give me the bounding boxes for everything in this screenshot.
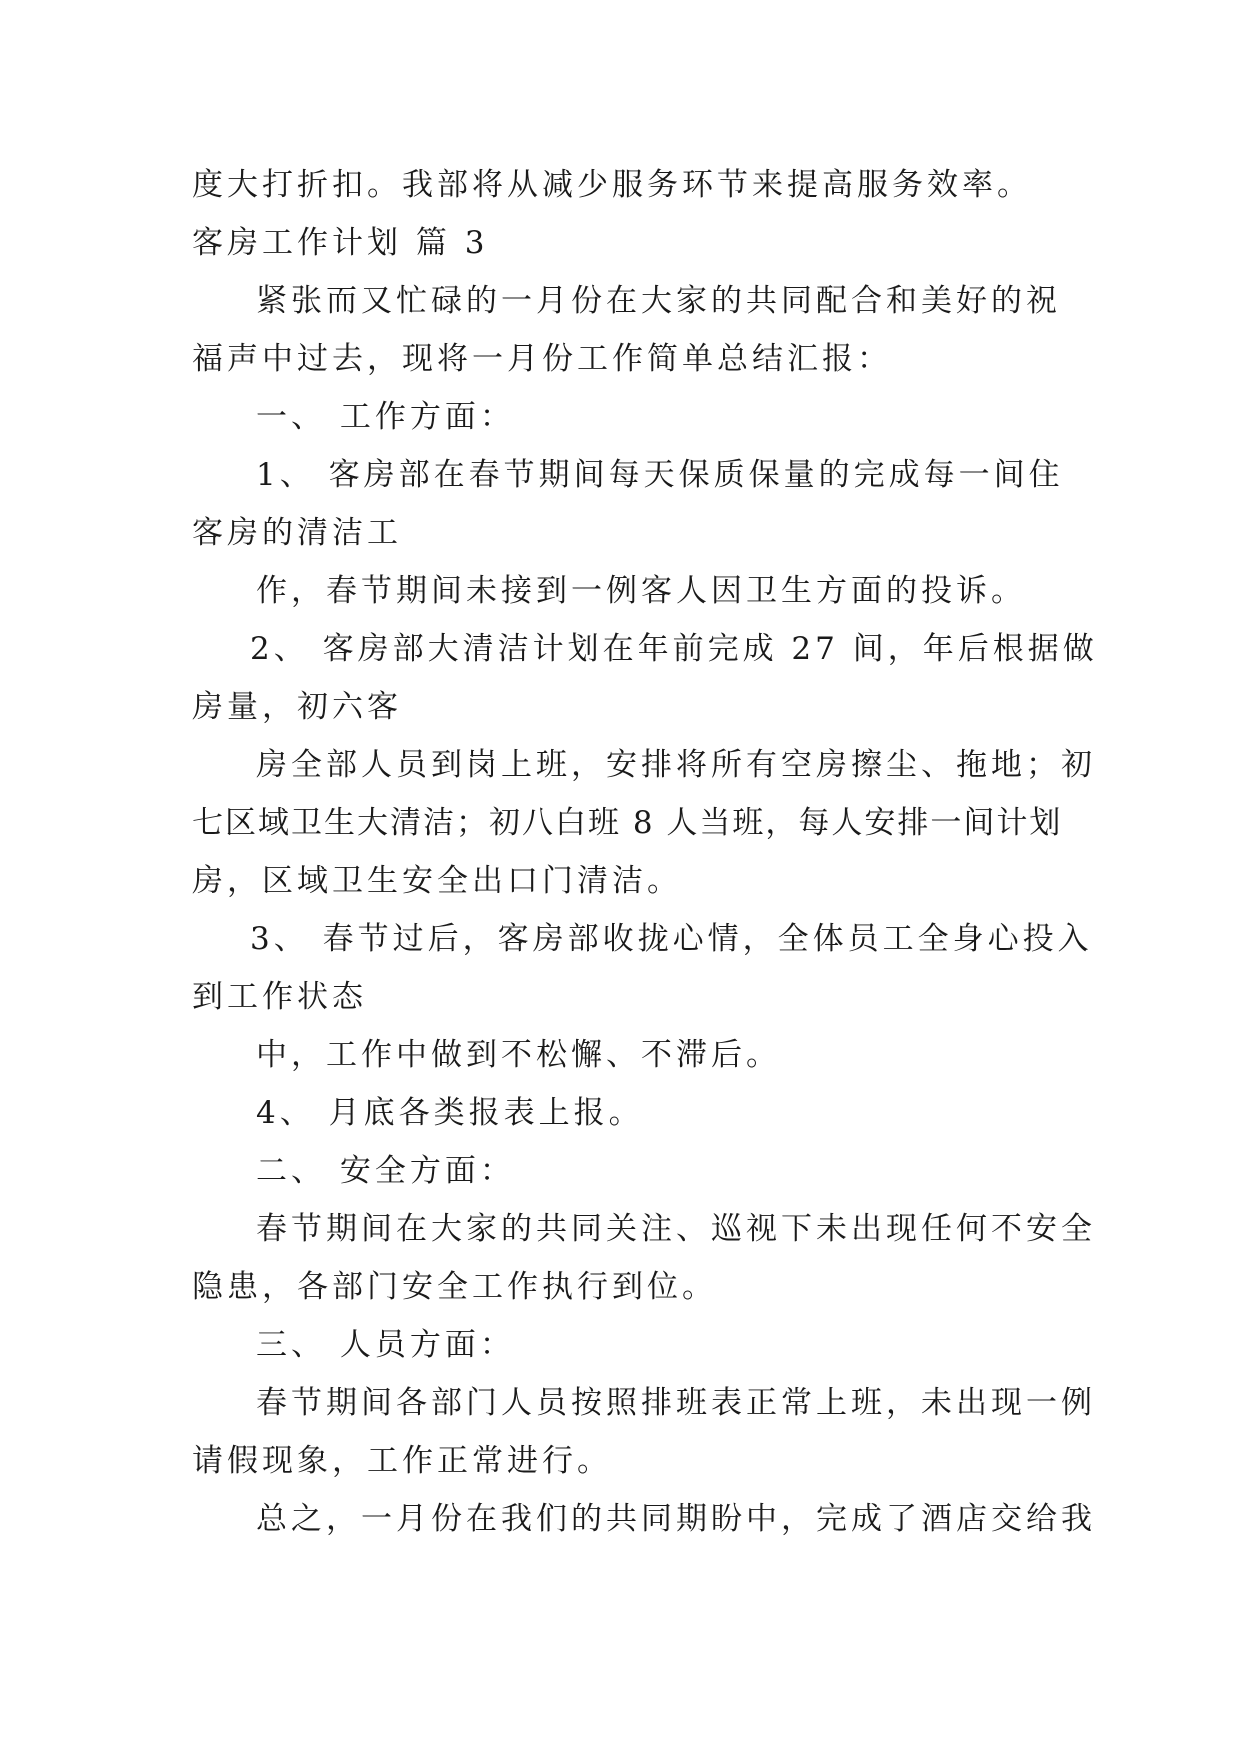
list-item: 4、 月底各类报表上报。 (256, 1095, 644, 1131)
document-body (192, 156, 1098, 1548)
paragraph-line: 隐患，各部门安全工作执行到位。 (192, 1269, 717, 1305)
paragraph-line: 作，春节期间未接到一例客人因卫生方面的投诉。 (256, 573, 1026, 609)
subsection-heading: 一、 工作方面： (256, 399, 515, 435)
paragraph-line: 中，工作中做到不松懈、不滞后。 (256, 1037, 781, 1073)
paragraph-line: 紧张而又忙碌的一月份在大家的共同配合和美好的祝 (256, 283, 1061, 319)
paragraph-line: 总之，一月份在我们的共同期盼中，完成了酒店交给我 (256, 1501, 1096, 1537)
paragraph-line: 福声中过去，现将一月份工作简单总结汇报： (192, 341, 892, 377)
list-item: 1、 客房部在春节期间每天保质保量的完成每一间住 (256, 457, 1064, 493)
paragraph-line: 到工作状态 (192, 979, 367, 1015)
subsection-heading: 二、 安全方面： (256, 1153, 515, 1189)
subsection-heading: 三、 人员方面： (256, 1327, 515, 1363)
paragraph-line: 度大打折扣。我部将从减少服务环节来提高服务效率。 (192, 167, 1032, 203)
paragraph-line: 客房的清洁工 (192, 515, 402, 551)
list-item: 3、 春节过后，客房部收拢心情，全体员工全身心投入 (250, 921, 1093, 957)
paragraph-line: 春节期间各部门人员按照排班表正常上班，未出现一例 (256, 1385, 1096, 1421)
list-item: 2、 客房部大清洁计划在年前完成 27 间，年后根据做 (250, 631, 1098, 667)
paragraph-line: 请假现象，工作正常进行。 (192, 1443, 612, 1479)
paragraph-line: 房量，初六客 (192, 689, 402, 725)
paragraph-line: 七区域卫生大清洁；初八白班 8 人当班，每人安排一间计划 (192, 805, 1063, 841)
paragraph-line: 春节期间在大家的共同关注、巡视下未出现任何不安全 (256, 1211, 1096, 1247)
paragraph-line: 房，区域卫生安全出口门清洁。 (192, 863, 682, 899)
section-heading: 客房工作计划 篇 3 (192, 225, 489, 261)
paragraph-line: 房全部人员到岗上班，安排将所有空房擦尘、拖地；初 (256, 747, 1096, 783)
